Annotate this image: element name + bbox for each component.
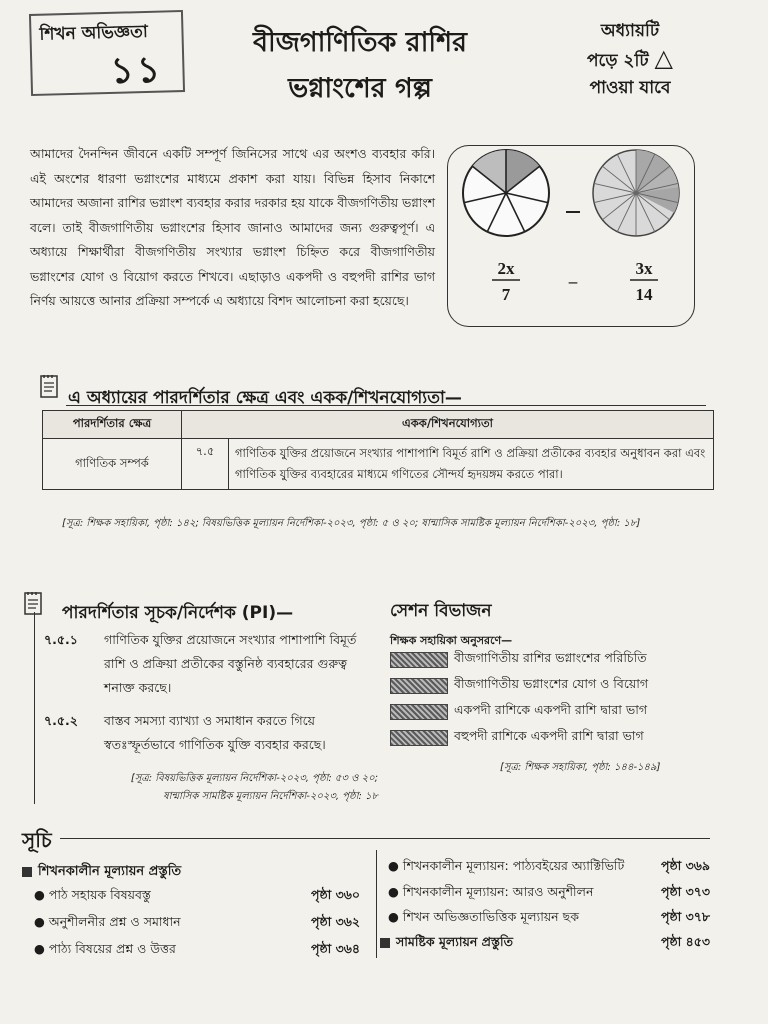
index-item-label: ● পাঠ্য বিষয়ের প্রশ্ন ও উত্তর bbox=[34, 941, 176, 956]
index-item-label: ● অনুশীলনীর প্রশ্ন ও সমাধান bbox=[34, 914, 181, 929]
pi-side-rule bbox=[34, 612, 35, 804]
index-divider bbox=[376, 850, 377, 958]
session-label: বহুপদী রাশিকে একপদী রাশি দ্বারা ভাগ bbox=[454, 728, 644, 743]
area-cell: গাণিতিক সম্পর্ক bbox=[43, 439, 182, 490]
table-row bbox=[43, 439, 714, 490]
right-numerator: 3x bbox=[635, 259, 653, 278]
activities-note bbox=[555, 18, 705, 102]
session-tag bbox=[390, 678, 448, 694]
index-item-text: সামষ্টিক মূল্যায়ন প্রস্তুতি bbox=[396, 934, 513, 949]
pi-source-line2: ষান্মাসিক সামষ্টিক মূল্যায়ন নির্দেশিকা-২০২৩, পৃষ্ঠা: ১৮ bbox=[163, 791, 378, 802]
session-source: [সূত্র: শিক্ষক সহায়িকা, পৃষ্ঠা: ১৪৪-১৪৯] bbox=[500, 762, 661, 773]
left-denominator: 7 bbox=[501, 285, 511, 304]
activities-line2 bbox=[555, 45, 705, 75]
stamp-number: ১১ bbox=[109, 49, 164, 92]
index-item-page: পৃষ্ঠা ৪৫৩ bbox=[661, 934, 710, 949]
col-unit-header: একক/শিখনযোগ্যতা bbox=[182, 411, 714, 439]
learning-experience-stamp bbox=[29, 10, 185, 96]
index-item-page: পৃষ্ঠা ৩৬৪ bbox=[311, 941, 360, 956]
pi-code: ৭.৫.১ bbox=[44, 632, 78, 647]
chapter-title-line2: ভগ্নাংশের গল্প bbox=[288, 73, 432, 104]
session-label: বীজগাণিতীয় ভগ্নাংশের যোগ ও বিয়োগ bbox=[454, 676, 649, 691]
index-item-page: পৃষ্ঠা ৩৭৮ bbox=[661, 909, 710, 924]
index-item[interactable] bbox=[388, 884, 710, 911]
pi-code: ৭.৫.২ bbox=[44, 713, 78, 728]
intro-paragraph: আমাদের দৈনন্দিন জীবনে একটি সম্পূর্ণ জিনিসের সাথে এর অংশও ব্যবহার করি। এই অংশের ধারণা ভগ্নাংশের মাধ্যমে প্রকাশ করা যায়। বিভিন্ন হিসাব নিকাশে আমাদের অজানা রাশির ভগ্নাংশ ব্যবহার করার দরকার হয় যাকে বীজগণিতীয় ভগ্নাংশ বলে। তাই বীজগাণিতীয় ভগ্নাংশের হিসাব জানাও আমাদের জন্য গুরুত্বপূর্ণ। এ অধ্যায়ে শিক্ষার্থীরা বীজগণিতীয় সংখ্যার ভগ্নাংশ চিহ্নিত করে বীজগাণিতীয় ভগ্নাংশের যোগ ও বিয়োগ করতে শিখবে। এছাড়াও একপদী ও বহুপদী রাশির ভাগ নির্ণয় আয়ত্তে আনার প্রক্রিয়া সম্পর্কে এ অধ্যায়ে বিশদ আলোচনা করা হয়েছে। bbox=[30, 146, 435, 308]
session-list bbox=[390, 647, 710, 751]
stamp-label: শিখন অভিজ্ঞতা bbox=[39, 21, 149, 45]
index-item[interactable] bbox=[388, 858, 710, 885]
list-item bbox=[390, 673, 710, 699]
fraction-illustration bbox=[448, 146, 694, 326]
pi-item bbox=[44, 709, 374, 759]
competency-source: [সূত্র: শিক্ষক সহায়িকা, পৃষ্ঠা: ১৪২; বিষয়ভিত্তিক মূল্যায়ন নির্দেশিকা-২০২৩, পৃষ্ঠা: ৫ ও ২০; ষান্মাসিক সামষ্টিক মূল্যায়ন নির্দেশিকা-২০২৩, পৃষ্ঠা: ১৮] bbox=[62, 518, 641, 529]
session-heading: সেশন বিভাজন bbox=[390, 601, 492, 621]
fraction-operator: – bbox=[568, 272, 578, 291]
pi-item bbox=[44, 628, 374, 702]
notebook-icon bbox=[38, 373, 60, 399]
list-item bbox=[390, 647, 710, 673]
right-denominator: 14 bbox=[635, 285, 653, 304]
activities-line1: অধ্যায়টি bbox=[600, 21, 660, 41]
index-item-label: ● শিখনকালীন মূল্যায়ন: পাঠ্যবইয়ের অ্যাক্টিভিটি bbox=[388, 858, 625, 873]
index-item-label: ● শিখনকালীন মূল্যায়ন: আরও অনুশীলন bbox=[388, 884, 594, 899]
index-item-text: পাঠ সহায়ক বিষয়বস্তু bbox=[48, 887, 151, 902]
index-item[interactable] bbox=[388, 909, 710, 936]
pie-seven-parts bbox=[463, 150, 549, 236]
index-item-page: পৃষ্ঠা ৩৬০ bbox=[311, 887, 360, 902]
chapter-title-line1: বীজগাণিতিক রাশির bbox=[253, 27, 467, 58]
description-cell: গাণিতিক যুক্তির প্রয়োজনে সংখ্যার পাশাপাশি বিমূর্ত রাশি ও প্রক্রিয়া প্রতীকের ব্যবহার অনুধাবন করা এবং গাণিতিক যুক্তির ব্যবহারের মাধ্যমে গণিতের সৌন্দর্য হৃদয়ঙ্গম করতে পারা। bbox=[229, 439, 714, 490]
index-item-text: পাঠ্য বিষয়ের প্রশ্ন ও উত্তর bbox=[48, 941, 176, 956]
index-left-heading bbox=[22, 862, 181, 883]
competency-heading-rule bbox=[66, 405, 706, 406]
competency-table bbox=[42, 410, 714, 490]
index-item-page: পৃষ্ঠা ৩৭৩ bbox=[661, 884, 710, 899]
chapter-title bbox=[220, 20, 500, 112]
index-item[interactable] bbox=[34, 941, 360, 968]
square-bullet-icon bbox=[22, 867, 32, 877]
pi-heading: পারদর্শিতার সূচক/নির্দেশক (PI)— bbox=[62, 603, 294, 623]
session-tag bbox=[390, 704, 448, 720]
list-item bbox=[390, 699, 710, 725]
index-rule bbox=[60, 838, 710, 839]
competency-table-header bbox=[43, 411, 714, 439]
session-label: বীজগাণিতীয় রাশির ভগ্নাংশের পরিচিতি bbox=[454, 650, 647, 665]
activities-count: পড়ে ২টি bbox=[587, 51, 649, 71]
session-subheading: শিক্ষক সহায়িকা অনুসরণে— bbox=[390, 634, 513, 647]
index-item-text: শিখনকালীন মূল্যায়ন: আরও অনুশীলন bbox=[402, 884, 594, 899]
session-label: একপদী রাশিকে একপদী রাশি দ্বারা ভাগ bbox=[454, 702, 648, 717]
index-item[interactable] bbox=[34, 914, 360, 941]
activities-line3: পাওয়া যাবে bbox=[589, 78, 671, 98]
index-left-heading-label: শিখনকালীন মূল্যায়ন প্রস্তুতি bbox=[38, 864, 182, 879]
session-tag bbox=[390, 652, 448, 668]
pi-text: গাণিতিক যুক্তির প্রয়োজনে সংখ্যার পাশাপাশি বিমূর্ত রাশি ও প্রক্রিয়া প্রতীকের বস্তুনিষ্ঠ ব্যবহারের গুরুত্ব শনাক্ত করছে। bbox=[104, 632, 357, 695]
col-area-header: পারদর্শিতার ক্ষেত্র bbox=[43, 411, 182, 439]
index-item-text: শিখনকালীন মূল্যায়ন: পাঠ্যবইয়ের অ্যাক্টিভিটি bbox=[402, 858, 625, 873]
pi-text: বাস্তব সমস্যা ব্যাখ্যা ও সমাধান করতে গিয়ে স্বতঃস্ফূর্তভাবে গাণিতিক যুক্তি ব্যবহার করছে। bbox=[104, 713, 326, 752]
pi-source bbox=[118, 770, 378, 806]
index-item-label bbox=[380, 934, 513, 954]
index-item-label: ● পাঠ সহায়ক বিষয়বস্তু bbox=[34, 887, 151, 902]
competency-heading: এ অধ্যায়ের পারদর্শিতার ক্ষেত্র এবং একক/শিখনযোগ্যতা— bbox=[68, 388, 462, 408]
index-item[interactable] bbox=[34, 887, 360, 914]
pie-fourteen-parts bbox=[593, 150, 679, 236]
triangle-icon: △ bbox=[654, 44, 673, 72]
pi-source-line1: [সূত্র: বিষয়ভিত্তিক মূল্যায়ন নির্দেশিকা-২০২৩, পৃষ্ঠা: ৫৩ ও ২০; bbox=[130, 773, 378, 784]
index-item-page: পৃষ্ঠা ৩৬২ bbox=[311, 914, 360, 929]
index-item-text: শিখন অভিজ্ঞতাভিত্তিক মূল্যায়ন ছক bbox=[402, 909, 579, 924]
session-tag bbox=[390, 730, 448, 746]
code-cell: ৭.৫ bbox=[182, 439, 229, 490]
notebook-icon bbox=[22, 590, 44, 616]
left-numerator: 2x bbox=[497, 259, 515, 278]
index-heading: সূচি bbox=[22, 828, 52, 852]
list-item bbox=[390, 725, 710, 751]
fraction-figure bbox=[447, 145, 695, 327]
index-item-label: ● শিখন অভিজ্ঞতাভিত্তিক মূল্যায়ন ছক bbox=[388, 909, 579, 924]
square-bullet-icon bbox=[380, 938, 390, 948]
index-item-page: পৃষ্ঠা ৩৬৯ bbox=[661, 858, 710, 873]
index-item[interactable] bbox=[380, 934, 710, 961]
index-item-text: অনুশীলনীর প্রশ্ন ও সমাধান bbox=[48, 914, 181, 929]
